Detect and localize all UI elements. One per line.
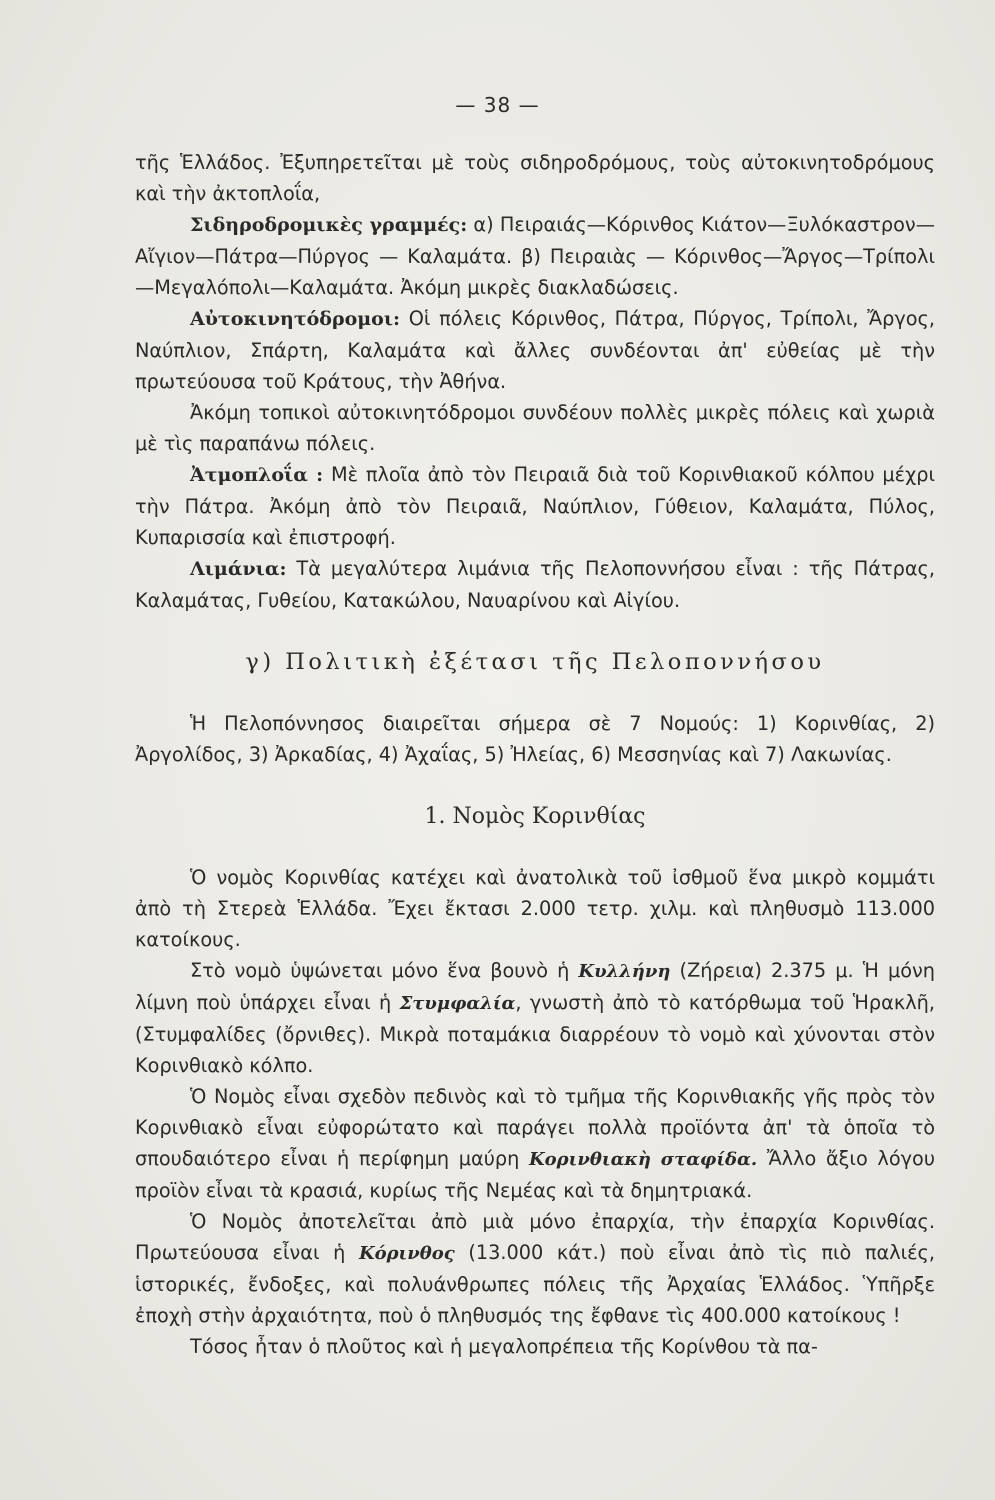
products-text-2: Ἄλλο ἄξιο λόγου προϊὸν εἶναι τὰ κρασιά, κυρίως τῆς Νεμέας καὶ τὰ δημητριακά. bbox=[135, 1147, 935, 1202]
paragraph-railways bbox=[135, 209, 935, 303]
roads-label: Αὐτοκινητόδρομοι: bbox=[190, 308, 401, 330]
paragraph-prefectures: Ἡ Πελοπόννησος διαιρεῖται σήμερα σὲ 7 Νομούς: 1) Κορινθίας, 2) Ἀργολίδος, 3) Ἀρκαδίας, 4) Ἀχαΐας, 5) Ἠλείας, 6) Μεσσηνίας καὶ 7) Λακωνίας. bbox=[135, 712, 935, 766]
railways-text: α) Πειραιάς—Κόρινθος Κιάτον—Ξυλόκαστρον—Αἴγιον—Πάτρα—Πύργος — Καλαμάτα. β) Πειραιὰς — Κόρινθος—Ἄργος—Τρίπολι—Μεγαλόπολι—Καλαμάτα. Ἀκόμη μικρὲς διακλαδώσεις. bbox=[135, 213, 935, 299]
paragraph-korinthia-products bbox=[135, 1081, 935, 1206]
capital-text-2: (13.000 κάτ.) ποὺ εἶναι ἀπὸ τὶς πιὸ παλιές, ἱστορικές, ἔνδοξες, καὶ πολυάνθρωπες πόλεις τῆς Ἀρχαίας Ἑλλάδος. Ὑπῆρξε ἐποχὴ στὴν ἀρχαιότητα, ποὺ ὁ πληθυσμός της ἔφθανε τὶς 400.000 κατοίκους ! bbox=[135, 1241, 935, 1327]
stymfalia-term: Στυμφαλία bbox=[399, 993, 516, 1014]
paragraph-korinthia-wealth: Τόσος ἦταν ὁ πλοῦτος καὶ ἡ μεγαλοπρέπεια τῆς Κορίνθου τὰ πα- bbox=[190, 1335, 818, 1358]
ports-text: Τὰ μεγαλύτερα λιμάνια τῆς Πελοποννήσου εἶναι : τῆς Πάτρας, Καλαμάτας, Γυθείου, Κατακώλου, Ναυαρίνου καὶ Αἰγίου. bbox=[135, 557, 935, 612]
subsection-heading: 1. Νομὸς Κορινθίας bbox=[424, 804, 646, 829]
geo-text-3: , γνωστὴ ἀπὸ τὸ κατόρθωμα τοῦ Ἡρακλῆ, (Στυμφαλίδες (ὄρνιθες). Μικρὰ ποταμάκια διαρρέουν τὸ νομὸ καὶ χύνονται στὸν Κορινθιακὸ κόλπο. bbox=[135, 991, 935, 1077]
kyllini-term: Κυλλήνη bbox=[578, 961, 671, 982]
paragraph-local-roads: Ἀκόμη τοπικοὶ αὐτοκινητόδρομοι συνδέουν πολλὲς μικρὲς πόλεις καὶ χωριὰ μὲ τὶς παραπάνω πόλεις. bbox=[135, 401, 935, 455]
geo-text-1: Στὸ νομὸ ὑψώνεται μόνο ἕνα βουνὸ ἡ bbox=[190, 959, 579, 982]
paragraph-korinthia-area: Ὁ νομὸς Κορινθίας κατέχει καὶ ἀνατολικὰ τοῦ ἰσθμοῦ ἕνα μικρὸ κομμάτι ἀπὸ τὴ Στερεὰ Ἑλλάδα. Ἔχει ἔκτασι 2.000 τετρ. χιλμ. καὶ πληθυσμὸ 113.000 κατοίκους. bbox=[135, 866, 935, 951]
shipping-text: Μὲ πλοῖα ἀπὸ τὸν Πειραιᾶ διὰ τοῦ Κορινθιακοῦ κόλπου μέχρι τὴν Πάτρα. Ἀκόμη ἀπὸ τὸν Πειραιᾶ, Ναύπλιον, Γύθειον, Καλαμάτα, Πύλος, Κυπαρισσία καὶ ἐπιστροφή. bbox=[135, 463, 936, 549]
stafida-term: Κορινθιακὴ σταφίδα. bbox=[529, 1149, 758, 1170]
paragraph-roads bbox=[135, 303, 935, 397]
products-text-1: Ὁ Νομὸς εἶναι σχεδὸν πεδινὸς καὶ τὸ τμῆμα τῆς Κορινθιακῆς γῆς πρὸς τὸν Κορινθιακὸ εἶναι εὐφορώτατο καὶ παράγει πολλὰ προϊόντα ἀπ' τὰ ὁποῖα τὸ σπουδαιότερο εἶναι ἡ περίφημη μαύρη bbox=[135, 1085, 935, 1170]
ports-label: Λιμάνια: bbox=[190, 558, 287, 580]
capital-text-1: Ὁ Νομὸς ἀποτελεῖται ἀπὸ μιὰ μόνο ἐπαρχία, τὴν ἐπαρχία Κορινθίας. Πρωτεύουσα εἶναι ἡ bbox=[135, 1210, 935, 1264]
paragraph-ports bbox=[135, 553, 935, 616]
korinthos-term: Κόρινθος bbox=[358, 1243, 455, 1264]
body-text bbox=[135, 147, 935, 1362]
paragraph-korinthia-geography bbox=[135, 955, 935, 1081]
page-number: — 38 — bbox=[455, 93, 540, 117]
roads-text: Οἱ πόλεις Κόρινθος, Πάτρα, Πύργος, Τρίπολι, Ἄργος, Ναύπλιον, Σπάρτη, Καλαμάτα καὶ ἄλλες συνδέονται ἀπ' εὐθείας μὲ τὴν πρωτεύουσα τοῦ Κράτους, τὴν Ἀθήνα. bbox=[135, 307, 935, 393]
paragraph-korinthia-capital bbox=[135, 1206, 935, 1331]
railways-label: Σιδηροδρομικὲς γραμμές: bbox=[190, 214, 468, 236]
paragraph-intro: τῆς Ἑλλάδος. Ἐξυπηρετεῖται μὲ τοὺς σιδηροδρόμους, τοὺς αὐτοκινητοδρόμους καὶ τὴν ἀκτοπλοΐα, bbox=[135, 151, 935, 205]
geo-text-2: (Ζήρεια) 2.375 μ. Ἡ μόνη λίμνη ποὺ ὑπάρχει εἶναι ἡ bbox=[135, 959, 935, 1014]
paragraph-shipping bbox=[135, 459, 935, 553]
shipping-label: Ἀτμοπλοΐα : bbox=[190, 464, 324, 486]
section-heading: γ) Πολιτικὴ ἐξέτασι τῆς Πελοποννήσου bbox=[245, 649, 825, 675]
